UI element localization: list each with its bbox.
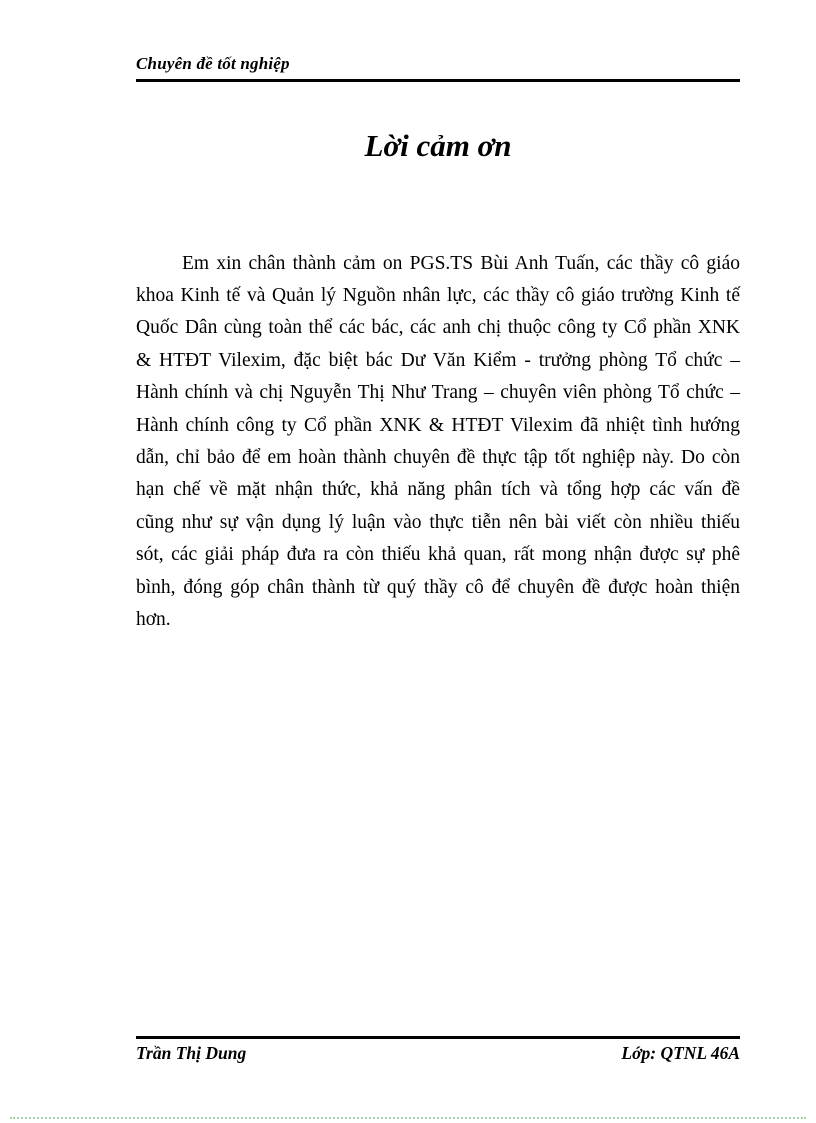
- footer-author: Trần Thị Dung: [136, 1043, 247, 1063]
- header-title: Chuyên đề tốt nghiệp: [136, 54, 290, 73]
- acknowledgement-paragraph: Em xin chân thành cảm on PGS.TS Bùi Anh Tuấn, các thầy cô giáo khoa Kinh tế và Quản lý Nguồn nhân lực, các thầy cô giáo trường Kinh tế Quốc Dân cùng toàn thể các bác, các anh chị thuộc công ty Cổ phần XNK & HTĐT Vilexim, đặc biệt bác Dư Văn Kiểm - trưởng phòng Tổ chức – Hành chính và chị Nguyễn Thị Như Trang – chuyên viên phòng Tổ chức – Hành chính công ty Cổ phần XNK & HTĐT Vilexim đã nhiệt tình hướng dẫn, chỉ bảo để em hoàn thành chuyên đề thực tập tốt nghiệp này. Do còn hạn chế về mặt nhận thức, khả năng phân tích và tổng hợp các vấn đề cũng như sự vận dụng lý luận vào thực tiễn nên bài viết còn nhiều thiếu sót, các giải pháp đưa ra còn thiếu khả quan, rất mong nhận được sự phê bình, đóng góp chân thành từ quý thầy cô để chuyên đề được hoàn thiện hơn.: [136, 252, 740, 630]
- page-footer: [136, 1036, 740, 1064]
- page-header: [136, 54, 740, 82]
- footer-class-label: Lớp: QTNL 46A: [621, 1043, 740, 1063]
- page-break-divider: [10, 1117, 806, 1119]
- page-title: Lời cảm ơn: [364, 128, 512, 163]
